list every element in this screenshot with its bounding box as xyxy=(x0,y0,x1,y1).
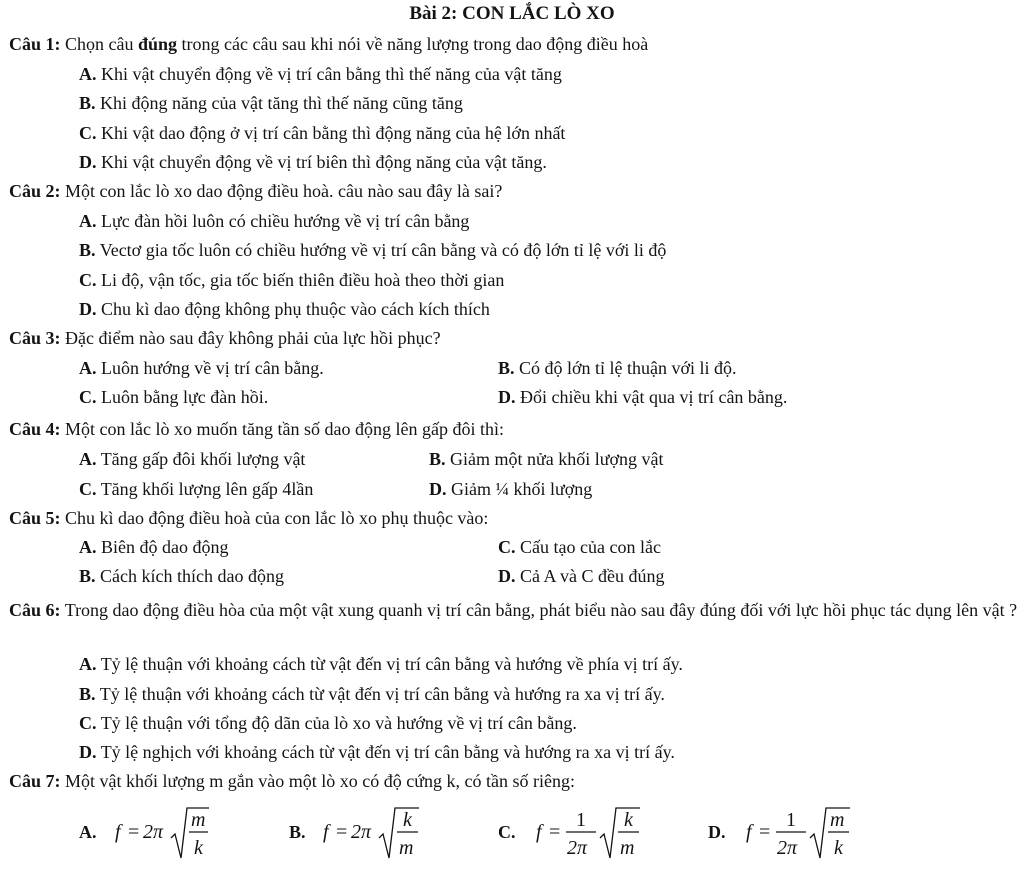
question-stem: Chu kì dao động điều hoà của con lắc lò xo phụ thuộc vào: xyxy=(65,508,489,528)
formula-coefficient: 2π xyxy=(777,837,798,859)
option-6d: D. Tỷ lệ nghịch với khoảng cách từ vật đến vị trí cân bằng và hướng ra xa vị trí ấy. xyxy=(79,742,675,762)
question-5 xyxy=(9,508,488,529)
question-label: Câu 1: xyxy=(9,34,61,54)
question-stem: Đặc điểm nào sau đây không phải của lực hồi phục? xyxy=(65,328,441,348)
radicand-denominator: k xyxy=(194,837,203,859)
formula-option-a xyxy=(79,800,229,864)
question-label: Câu 4: xyxy=(9,419,61,439)
question-1 xyxy=(9,34,648,55)
question-stem: trong các câu sau khi nói về năng lượng trong dao động điều hoà xyxy=(177,34,649,54)
formula-coef-numerator: 1 xyxy=(576,809,586,831)
question-stem: Một con lắc lò xo muốn tăng tần số dao động lên gấp đôi thì: xyxy=(65,419,504,439)
option-4a: A. Tăng gấp đôi khối lượng vật xyxy=(79,449,306,469)
radicand-denominator: m xyxy=(620,837,635,859)
option-2c: C. Li độ, vận tốc, gia tốc biến thiên điều hoà theo thời gian xyxy=(79,270,505,290)
question-stem: Một con lắc lò xo dao động điều hoà. câu nào sau đây là sai? xyxy=(65,181,503,201)
formula-lhs: f xyxy=(115,821,121,843)
option-6c: C. Tỷ lệ thuận với tổng độ dãn của lò xo và hướng về vị trí cân bằng. xyxy=(79,713,577,733)
formula-lhs: f xyxy=(323,821,329,843)
option-4d: D. Giảm ¼ khối lượng xyxy=(429,479,593,499)
question-label: Câu 3: xyxy=(9,328,61,348)
formula-equals: = xyxy=(336,821,348,843)
formula-b-svg xyxy=(315,800,435,864)
question-7 xyxy=(9,771,575,792)
radicand-numerator: k xyxy=(403,809,412,831)
formula-option-d xyxy=(708,800,868,864)
option-5c: C. Cấu tạo của con lắc xyxy=(498,537,661,557)
question-label: Câu 5: xyxy=(9,508,61,528)
formula-option-c xyxy=(498,800,658,864)
option-key: B. xyxy=(289,822,306,842)
formula-coef-numerator: 1 xyxy=(786,809,796,831)
radicand-denominator: k xyxy=(834,837,843,859)
question-label: Câu 2: xyxy=(9,181,61,201)
formula-d-svg xyxy=(734,800,864,864)
option-3a: A. Luôn hướng về vị trí cân bằng. xyxy=(79,358,324,378)
formula-equals: = xyxy=(128,821,140,843)
formula-a-svg xyxy=(105,800,225,864)
option-key: D. xyxy=(708,822,726,842)
option-3c: C. Luôn bằng lực đàn hồi. xyxy=(79,387,269,407)
formula-coefficient: 2π xyxy=(351,821,372,843)
question-2 xyxy=(9,181,502,202)
option-1c: C. Khi vật dao động ở vị trí cân bằng thì động năng của hệ lớn nhất xyxy=(79,123,566,143)
question-6 xyxy=(9,596,1021,625)
radicand-numerator: k xyxy=(624,809,633,831)
formula-equals: = xyxy=(549,821,561,843)
page-title: Bài 2: CON LẮC LÒ XO xyxy=(409,3,615,24)
option-4c: C. Tăng khối lượng lên gấp 4lần xyxy=(79,479,314,499)
option-2d: D. Chu kì dao động không phụ thuộc vào cách kích thích xyxy=(79,299,490,319)
option-2b: B. Vectơ gia tốc luôn có chiều hướng về vị trí cân bằng và có độ lớn tỉ lệ với li độ xyxy=(79,240,667,260)
formula-coefficient: 2π xyxy=(567,837,588,859)
formula-equals: = xyxy=(759,821,771,843)
question-stem-emphasis: đúng xyxy=(138,34,178,54)
option-5b: B. Cách kích thích dao động xyxy=(79,566,284,586)
formula-coefficient: 2π xyxy=(143,821,164,843)
question-4 xyxy=(9,419,504,440)
formula-c-svg xyxy=(524,800,654,864)
option-2a: A. Lực đàn hồi luôn có chiều hướng về vị trí cân bằng xyxy=(79,211,470,231)
question-3 xyxy=(9,328,441,349)
option-5a: A. Biên độ dao động xyxy=(79,537,229,557)
option-6b: B. Tỷ lệ thuận với khoảng cách từ vật đến vị trí cân bằng và hướng ra xa vị trí ấy. xyxy=(79,684,665,704)
radicand-denominator: m xyxy=(399,837,414,859)
option-3d: D. Đổi chiều khi vật qua vị trí cân bằng. xyxy=(498,387,788,407)
option-key: A. xyxy=(79,822,97,842)
option-3b: B. Có độ lớn tỉ lệ thuận với li độ. xyxy=(498,358,737,378)
question-stem: Trong dao động điều hòa của một vật xung quanh vị trí cân bằng, phát biểu nào sau đây đúng đối với lực hồi phục tác dụng lên vật ? xyxy=(64,600,1018,620)
option-key: C. xyxy=(498,822,516,842)
option-1a: A. Khi vật chuyển động về vị trí cân bằng thì thế năng của vật tăng xyxy=(79,64,562,84)
radicand-numerator: m xyxy=(191,809,206,831)
radicand-numerator: m xyxy=(830,809,845,831)
question-stem: Chọn câu xyxy=(65,34,138,54)
formula-lhs: f xyxy=(536,821,542,843)
option-4b: B. Giảm một nửa khối lượng vật xyxy=(429,449,664,469)
option-1b: B. Khi động năng của vật tăng thì thế năng cũng tăng xyxy=(79,93,463,113)
option-1d: D. Khi vật chuyển động về vị trí biên thì động năng của vật tăng. xyxy=(79,152,547,172)
question-label: Câu 6: xyxy=(9,600,61,620)
formula-lhs: f xyxy=(746,821,752,843)
option-6a: A. Tỷ lệ thuận với khoảng cách từ vật đến vị trí cân bằng và hướng về phía vị trí ấy. xyxy=(79,654,683,674)
option-5d: D. Cả A và C đều đúng xyxy=(498,566,665,586)
formula-option-b xyxy=(289,800,439,864)
question-label: Câu 7: xyxy=(9,771,61,791)
question-stem: Một vật khối lượng m gắn vào một lò xo có độ cứng k, có tần số riêng: xyxy=(65,771,575,791)
